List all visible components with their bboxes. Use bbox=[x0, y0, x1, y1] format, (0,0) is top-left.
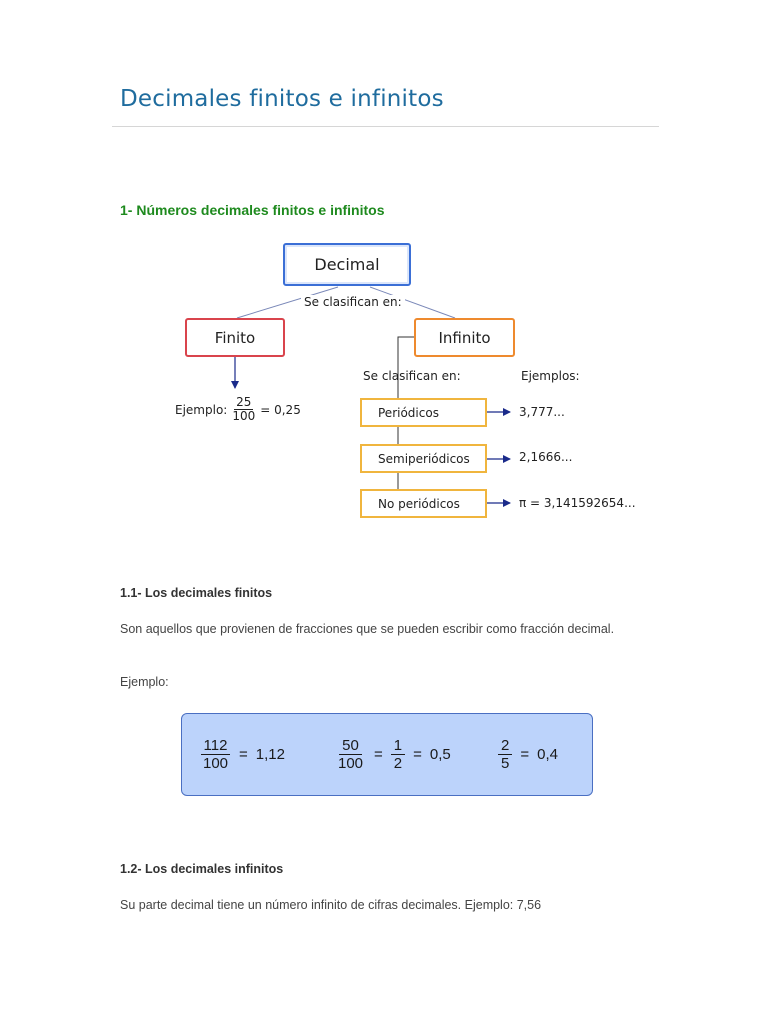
example-3 bbox=[498, 714, 558, 795]
section-1-1-paragraph: Son aquellos que provienen de fracciones que se pueden escribir como fracción decimal. bbox=[120, 622, 615, 636]
fraction-denominator: 100 bbox=[232, 409, 256, 423]
finito-example-prefix: Ejemplo: bbox=[175, 402, 228, 417]
example-semiperiodicos: 2,1666... bbox=[519, 450, 573, 464]
finito-example bbox=[175, 396, 301, 423]
equals-sign: = bbox=[239, 746, 248, 763]
finito-example-fraction bbox=[230, 396, 257, 423]
fraction-numerator: 50 bbox=[339, 737, 362, 755]
fraction-denominator: 100 bbox=[338, 754, 364, 772]
examples-header: Ejemplos: bbox=[521, 369, 580, 383]
fraction-denominator: 2 bbox=[393, 754, 403, 772]
fraction-numerator: 25 bbox=[236, 395, 252, 409]
page-title: Decimales finitos e infinitos bbox=[120, 86, 444, 112]
example-periodicos: 3,777... bbox=[519, 405, 565, 419]
example-2-fraction-a bbox=[335, 737, 366, 773]
example-2-result: 0,5 bbox=[429, 746, 451, 763]
examples-box bbox=[181, 713, 593, 796]
edge-label-root: Se clasifican en: bbox=[301, 295, 405, 309]
fraction-numerator: 1 bbox=[391, 737, 405, 755]
example-no-periodicos: π = 3,141592654... bbox=[519, 496, 636, 510]
fraction-denominator: 5 bbox=[501, 754, 510, 772]
section-heading-1: 1- Números decimales finitos e infinitos bbox=[120, 202, 385, 218]
example-3-result: 0,4 bbox=[537, 746, 558, 763]
section-heading-1-2: 1.2- Los decimales infinitos bbox=[120, 862, 284, 876]
node-decimal: Decimal bbox=[283, 243, 411, 286]
node-semiperiodicos: Semiperiódicos bbox=[360, 444, 487, 473]
example-1 bbox=[200, 714, 285, 795]
fraction-denominator: 100 bbox=[203, 754, 229, 772]
example-label: Ejemplo: bbox=[120, 675, 169, 689]
node-periodicos: Periódicos bbox=[360, 398, 487, 427]
equals-sign: = bbox=[374, 746, 383, 763]
example-1-fraction bbox=[200, 737, 231, 773]
example-2 bbox=[335, 714, 451, 795]
fraction-numerator: 112 bbox=[201, 737, 231, 755]
fraction-numerator: 2 bbox=[498, 737, 512, 755]
node-no-periodicos: No periódicos bbox=[360, 489, 487, 518]
edge-label-infinito: Se clasifican en: bbox=[363, 369, 461, 383]
node-finito: Finito bbox=[185, 318, 285, 357]
example-3-fraction bbox=[498, 737, 512, 773]
node-infinito: Infinito bbox=[414, 318, 515, 357]
section-1-2-paragraph: Su parte decimal tiene un número infinito de cifras decimales. Ejemplo: 7,56 bbox=[120, 898, 542, 912]
example-1-result: 1,12 bbox=[255, 746, 285, 763]
finito-example-result: = 0,25 bbox=[260, 402, 301, 417]
example-2-fraction-b bbox=[391, 737, 405, 773]
equals-sign: = bbox=[413, 746, 422, 763]
equals-sign: = bbox=[520, 746, 530, 763]
section-heading-1-1: 1.1- Los decimales finitos bbox=[120, 586, 273, 600]
